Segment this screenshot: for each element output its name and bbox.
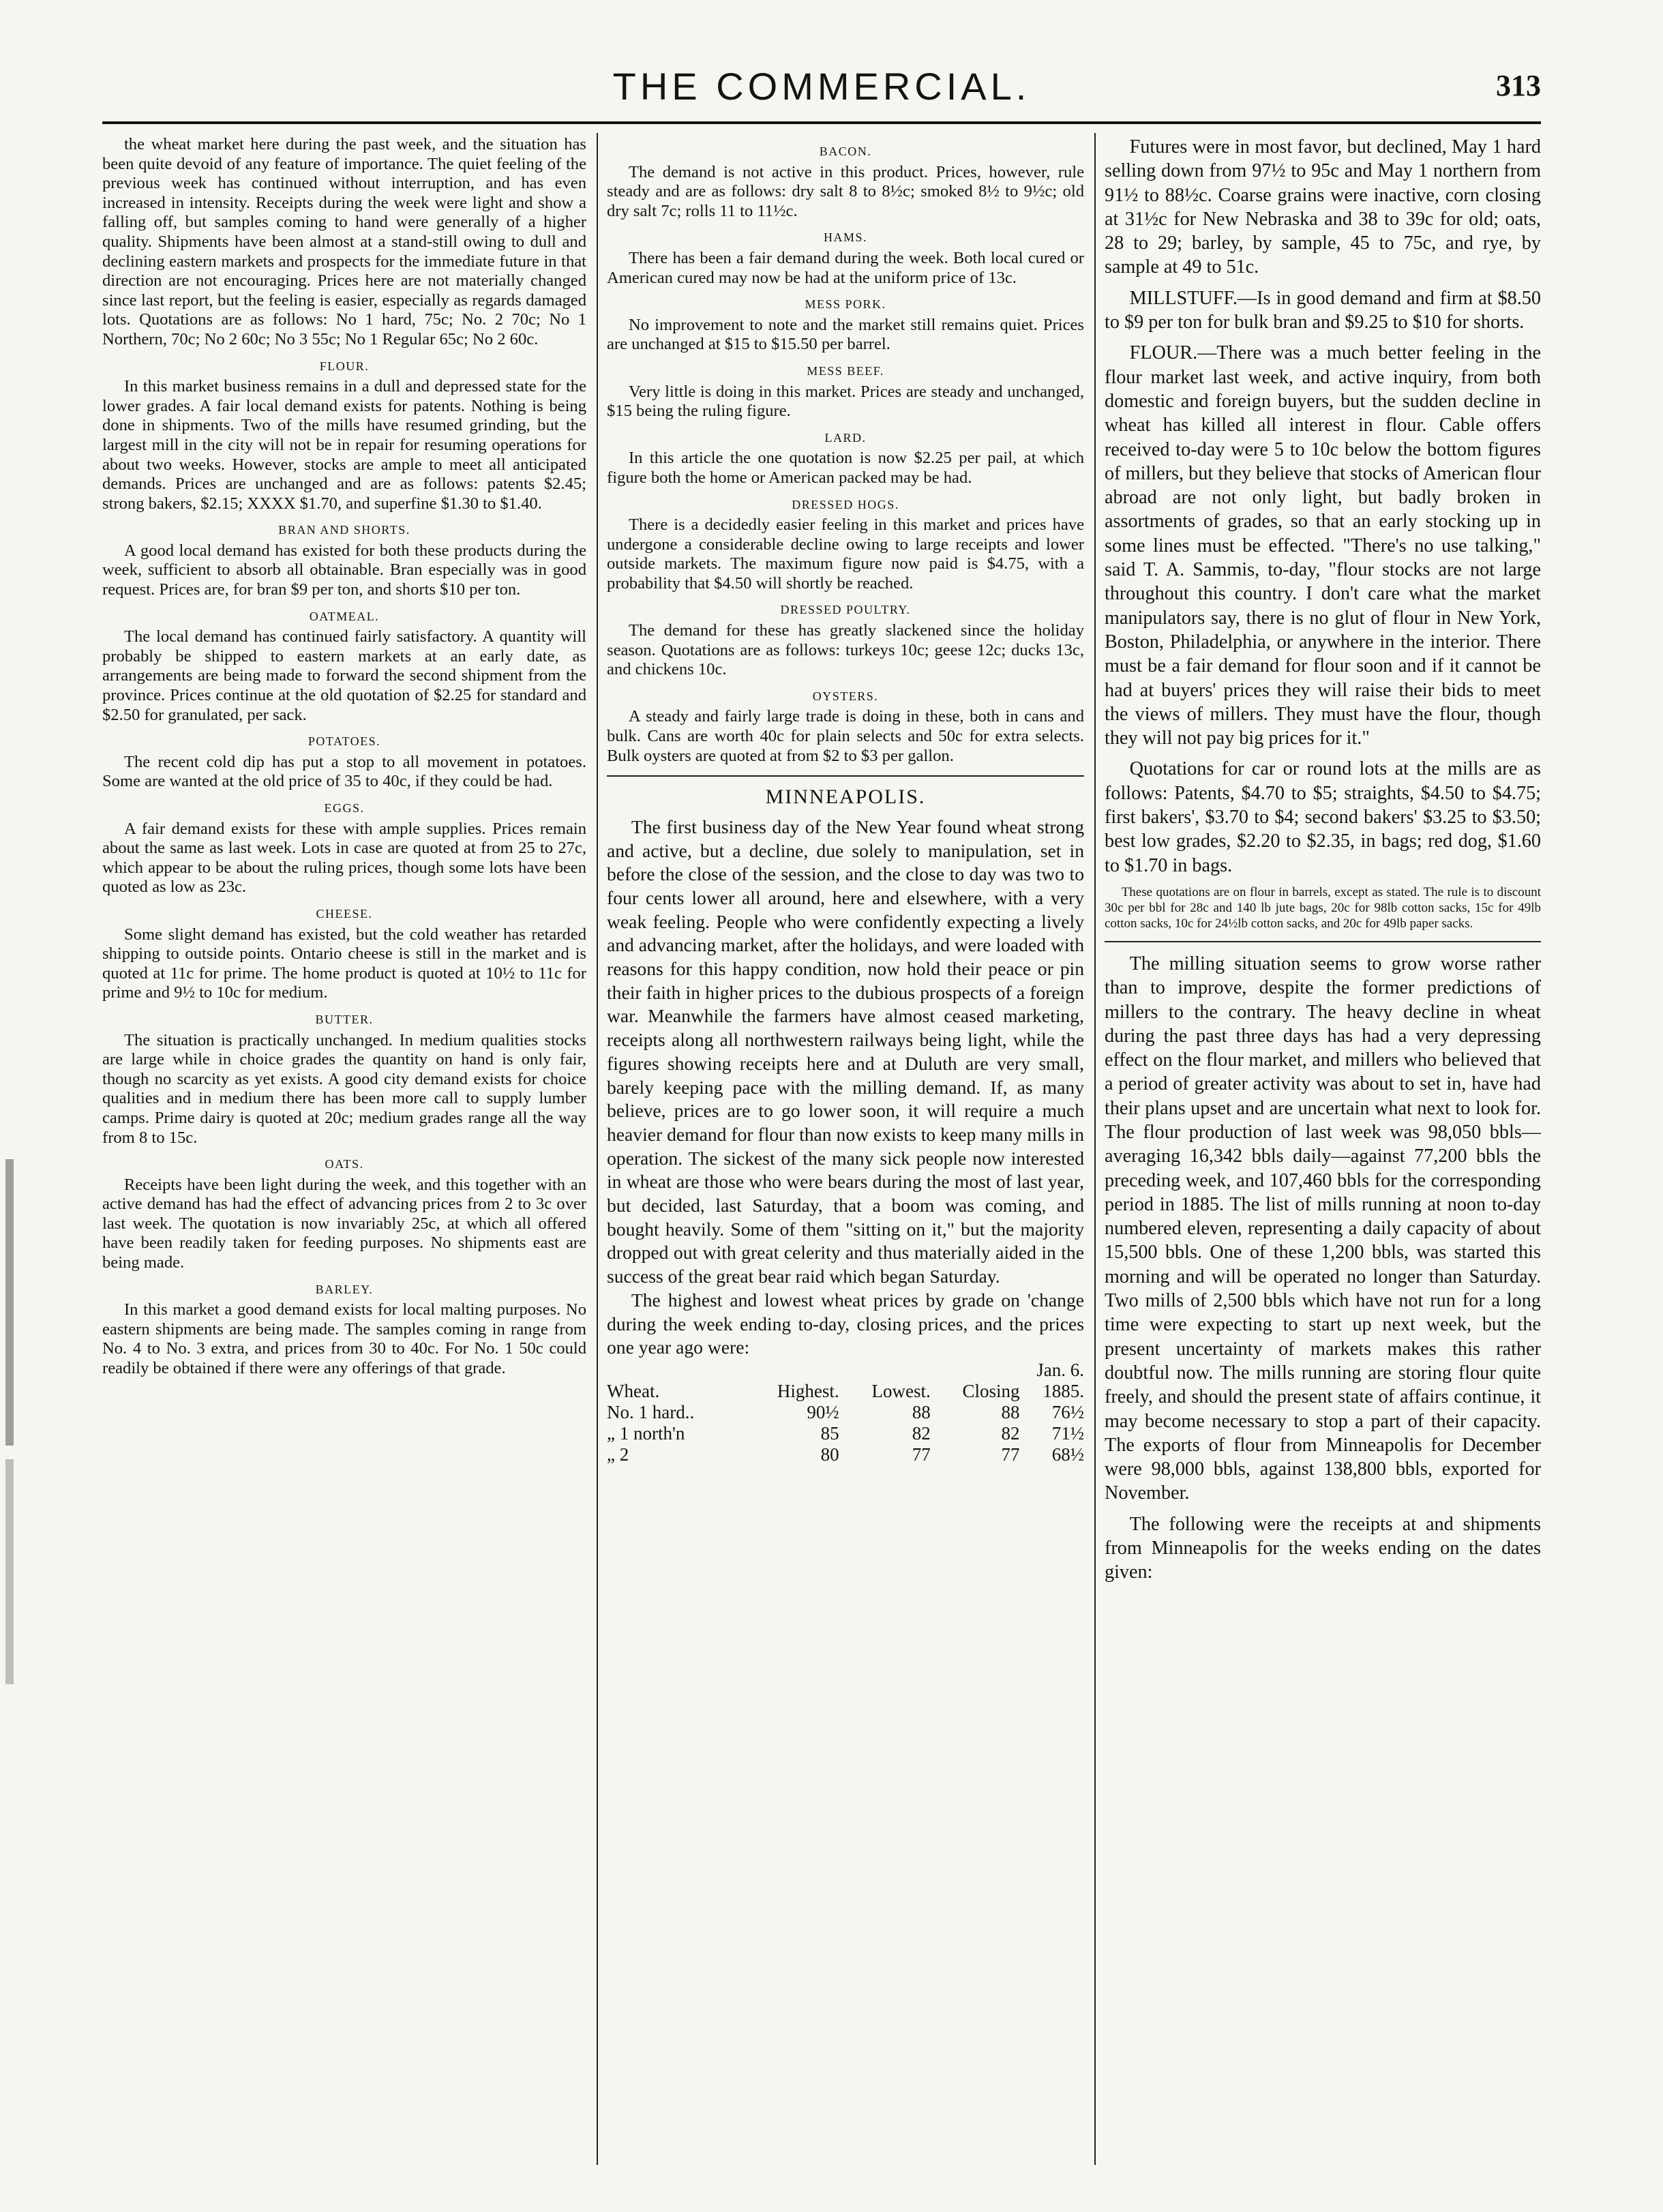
table-cell: 71½ xyxy=(1051,1422,1084,1444)
masthead xyxy=(102,63,1541,117)
article-paragraph: Quotations for car or round lots at the mills are as follows: Patents, $4.70 to $5; straights, $4.50 to $4.75; first bakers', $3.70 to $4; second bakers' $3.25 to $3.50; best low grades, $2.20 to $2.35, in bags; red dog, $1.60 to $1.70 in bags. xyxy=(1105,758,1541,876)
table-cell: 90½ xyxy=(807,1401,839,1422)
section-heading: OATMEAL. xyxy=(309,609,380,623)
section-heading: BUTTER. xyxy=(315,1012,374,1026)
page-number: 313 xyxy=(1496,69,1541,102)
article-paragraph: In this article the one quotation is now $2.25 per pail, at which figure both the home or American packed may be had. xyxy=(607,449,1084,487)
table-header: Lowest. xyxy=(871,1380,931,1401)
section-heading: DRESSED HOGS. xyxy=(792,497,899,511)
table-header: Wheat. xyxy=(607,1380,660,1401)
masthead-rule xyxy=(102,121,1541,124)
table-cell: 80 xyxy=(820,1444,839,1465)
table-cell: 85 xyxy=(820,1422,839,1444)
table-header: Highest. xyxy=(777,1380,839,1401)
section-heading: EGGS. xyxy=(324,801,365,815)
column-3 xyxy=(1105,135,1541,1591)
article-paragraph: The local demand has continued fairly satisfactory. A quantity will probably be shipped to eastern markets at an early date, as arrangements are being made to forward the second shipment from the province. Prices continue at the old quotation of $2.25 for standard and $2.50 for granulated, per sack. xyxy=(102,627,586,724)
table-header: 1885. xyxy=(1043,1380,1084,1401)
wheat-price-table xyxy=(607,1381,1084,1465)
article-paragraph: No improvement to note and the market still remains quiet. Prices are unchanged at $15 to $15.50 per barrel. xyxy=(607,315,1084,354)
section-heading: POTATOES. xyxy=(308,734,381,749)
table-header: Closing xyxy=(962,1380,1020,1401)
table-row xyxy=(607,1423,1084,1444)
column-divider xyxy=(597,133,598,2165)
table-cell: 82 xyxy=(1001,1422,1020,1444)
footnote: These quotations are on flour in barrels, except as stated. The rule is to discount 30c per bbl for 28c and 140 lb jute bags, 20c for 98lb cotton sacks, 15c for 49lb cotton sacks, 10c for 24½lb cotton sacks, and 20c for 49lb paper sacks. xyxy=(1105,884,1541,942)
table-row xyxy=(607,1444,1084,1465)
article-paragraph: Futures were in most favor, but declined, May 1 hard selling down from 97½ to 95c and May 1 northern from 91½ to 88½c. Coarse grains were inactive, corn closing at 31½c for New Nebraska and 38 to 39c for old; oats, 28 to 29; barley, by sample, 45 to 75c, and rye, by sample at 49 to 51c. xyxy=(1105,136,1541,278)
section-heading: MESS PORK. xyxy=(805,297,886,312)
scan-edge-mark xyxy=(5,1159,14,1446)
wheat-table-date: Jan. 6. xyxy=(1036,1359,1084,1380)
section-heading: CHEESE. xyxy=(316,906,373,921)
table-cell: 82 xyxy=(912,1422,931,1444)
article-paragraph: Receipts have been light during the week, and this together with an active demand has had the effect of advancing prices from 2 to 3c over last week. The quotation is now invariably 25c, at which all offered have been readily taken for feeding purposes. No shipments east are being made. xyxy=(102,1175,586,1272)
article-paragraph: There has been a fair demand during the week. Both local cured or American cured may now be had at the uniform price of 13c. xyxy=(607,248,1084,287)
article-paragraph: The recent cold dip has put a stop to all movement in potatoes. Some are wanted at the old price of 35 to 40c, if they could be had. xyxy=(102,752,586,791)
table-cell: 88 xyxy=(912,1401,931,1422)
section-heading: DRESSED POULTRY. xyxy=(780,603,911,617)
article-paragraph: MILLSTUFF.—Is in good demand and firm at $8.50 to $9 per ton for bulk bran and $9.25 to $10 for shorts. xyxy=(1105,287,1541,333)
article-paragraph: There is a decidedly easier feeling in this market and prices have undergone a considerable decline owing to large receipts and lower outside markets. The maximum figure now paid is $4.75, with a probability that $4.50 will shortly be reached. xyxy=(607,515,1084,593)
article-paragraph: Very little is doing in this market. Prices are steady and unchanged, $15 being the ruling figure. xyxy=(607,382,1084,421)
article-paragraph: The first business day of the New Year found wheat strong and active, but a decline, due solely to manipulation, set in before the close of the session, and the close to day was two to four cents lower all around, here and elsewhere, with a very weak feeling. People who were confidently expecting a lively and advancing market, after the holidays, and were loaded with reasons for this happy condition, now hold their peace or pin their faith in higher prices to the dubious prospects of a foreign war. Meanwhile the farmers have almost ceased marketing, receipts along all northwestern railways being light, while the figures showing receipts here and at Duluth are very small, barely keeping pace with the milling demand. If, as many believe, prices are to go lower soon, it will require a much heavier demand for flour than now exists to keep many mills in operation. The sickest of the many sick people now interested in wheat are those who were bears during the most of last year, but decided, last Saturday, that a boom was coming, and bought heavily. Some of them "sitting on it," but the majority dropped out with great celerity and thus materially aided in the success of the great bear raid which began Saturday. xyxy=(607,816,1084,1287)
article-paragraph: The situation is practically unchanged. In medium qualities stocks are large while in choice grades the quantity on hand is only fair, though no scarcity as yet exists. A good city demand exists for choice qualities and in medium there has been more call to supply lumber camps. Prime dairy is quoted at 20c; medium grades range all the way from 8 to 15c. xyxy=(102,1030,586,1147)
article-paragraph: A steady and fairly large trade is doing in these, both in cans and bulk. Cans are worth 40c for plain selects and 50c for extra selects. Bulk oysters are quoted at from $2 to $3 per gallon. xyxy=(607,707,1084,765)
article-paragraph: The highest and lowest wheat prices by grade on 'change during the week ending to-day, closing prices, and the prices one year ago were: xyxy=(607,1289,1084,1358)
column-divider xyxy=(1094,133,1096,2165)
table-cell: 77 xyxy=(1001,1444,1020,1465)
table-cell: „ 1 north'n xyxy=(607,1422,685,1444)
article-paragraph: The following were the receipts at and shipments from Minneapolis for the weeks ending on the dates given: xyxy=(1105,1513,1541,1583)
scan-edge-mark xyxy=(5,1459,14,1684)
article-paragraph: The demand is not active in this product. Prices, however, rule steady and are as follows: dry salt 8 to 8½c; smoked 8½ to 9½c; old dry salt 7c; rolls 11 to 11½c. xyxy=(607,162,1084,220)
article-paragraph: The milling situation seems to grow worse rather than to improve, despite the former predictions of millers to the contrary. The heavy decline in wheat during the past three days has had a very depressing effect on the flour market, and millers who believed that a period of greater activity was about to set in, have had their plans upset and are uncertain what next to look for. The flour production of last week was 98,050 bbls—averaging 16,342 bbls daily—against 77,200 bbls the preceding week, and 107,460 bbls for the corresponding period in 1885. The list of mills running at noon to-day numbered eleven, representing a daily capacity of about 15,500 bbls. One of these 1,200 bbls, was started this morning and will be operated no longer than Saturday. Two mills of 2,500 bbls which have not run for a long time were expecting to start up next week, but the present uncertainty of markets makes this rather doubtful now. The mills running are storing flour quite freely, and should the present state of affairs continue, it may become necessary to stop a part of their capacity. The exports of flour from Minneapolis for December were 98,000 bbls, against 138,800 bbls, exported for November. xyxy=(1105,953,1541,1504)
section-heading: OATS. xyxy=(325,1157,364,1171)
section-heading: OYSTERS. xyxy=(812,689,879,703)
article-paragraph: The demand for these has greatly slackened since the holiday season. Quotations are as follows: turkeys 10c; geese 12c; ducks 13c, and chickens 10c. xyxy=(607,621,1084,679)
section-heading: FLOUR. xyxy=(319,359,370,373)
article-paragraph: the wheat market here during the past week, and the situation has been quite devoid of any feature of importance. The quiet feeling of the previous week has continued without interruption, and has even increased in intensity. Receipts during the week were light and show a falling off, but samples coming to hand were generally of a higher quality. Shipments have been almost at a stand-still owing to dull and declining eastern markets and prospects for the immediate future in that direction are not encouraging. Prices here are not materially changed since last report, but the feeling is easier, especially as regards damaged lots. Quotations are as follows: No 1 hard, 75c; No. 2 70c; No 1 Northern, 70c; No 2 60c; No 3 55c; No 1 Regular 65c; No 2 60c. xyxy=(102,135,586,348)
table-cell: 77 xyxy=(912,1444,931,1465)
article-paragraph: FLOUR.—There was a much better feeling in the flour market last week, and active inquiry, from both domestic and foreign buyers, but the sudden decline in wheat has killed all interest in flour. Cable offers received to-day were 5 to 10c below the bottom figures of millers, but they believe that stocks of American flour abroad are not only light, but badly broken in assortments of grades, so that an early stocking up in some lines must be effected. "There's no use talking," said T. A. Sammis, to-day, "flour stocks are not large throughout this country. I don't care what the market manipulators say, there is no glut of flour in New York, Boston, Philadelphia, or anywhere in the interior. There must be a fair demand for flour soon and if it cannot be had at buyers' prices they will raise their bids to meet the views of millers. They must have the flour, though they will not pay big prices for it." xyxy=(1105,342,1541,749)
article-paragraph: Some slight demand has existed, but the cold weather has retarded shipping to outside points. Ontario cheese is still in the market and is quoted at 11c for prime. The home product is quoted at 10½ to 11c for prime and 9½ to 10c for medium. xyxy=(102,925,586,1002)
newspaper-title: THE COMMERCIAL. xyxy=(612,65,1031,108)
table-row xyxy=(607,1402,1084,1423)
city-heading: MINNEAPOLIS. xyxy=(607,775,1084,807)
table-cell: 76½ xyxy=(1051,1401,1084,1422)
section-heading: MESS BEEF. xyxy=(807,363,884,378)
table-cell: „ 2 xyxy=(607,1444,629,1465)
table-cell: 68½ xyxy=(1051,1444,1084,1465)
article-paragraph: A good local demand has existed for both these products during the week, sufficient to absorb all obtainable. Bran especially was in good request. Prices are, for bran $9 per ton, and shorts $10 per ton. xyxy=(102,541,586,599)
section-heading: BACON. xyxy=(819,145,872,158)
section-heading: BRAN AND SHORTS. xyxy=(278,523,410,537)
article-paragraph: A fair demand exists for these with ample supplies. Prices remain about the same as last week. Lots in case are quoted at from 25 to 27c, which appear to be about the ruling prices, though some lots have been quoted as low as 23c. xyxy=(102,819,586,897)
column-2 xyxy=(607,135,1084,1465)
section-heading: LARD. xyxy=(824,430,867,445)
article-paragraph: In this market a good demand exists for local malting purposes. No eastern shipments are being made. The samples coming in range from No. 4 to No. 3 extra, and prices from 30 to 40c. For No. 1 50c could readily be obtained if there were any offerings of that grade. xyxy=(102,1300,586,1378)
section-heading: HAMS. xyxy=(823,230,867,245)
article-paragraph: In this market business remains in a dull and depressed state for the lower grades. A fair local demand exists for patents. Nothing is being done in shipments. Two of the mills have resumed grinding, but the largest mill in the city will not be in repair for resuming operations for about two weeks. However, stocks are ample to meet all anticipated demands. Prices are unchanged and are as follows: patents $2.45; strong bakers, $2.15; XXXX $1.70, and superfine $1.30 to $1.40. xyxy=(102,377,586,513)
table-cell: No. 1 hard.. xyxy=(607,1401,695,1422)
column-1 xyxy=(102,135,586,1379)
section-heading: BARLEY. xyxy=(315,1282,374,1296)
table-cell: 88 xyxy=(1001,1401,1020,1422)
table-header-row xyxy=(607,1381,1084,1402)
